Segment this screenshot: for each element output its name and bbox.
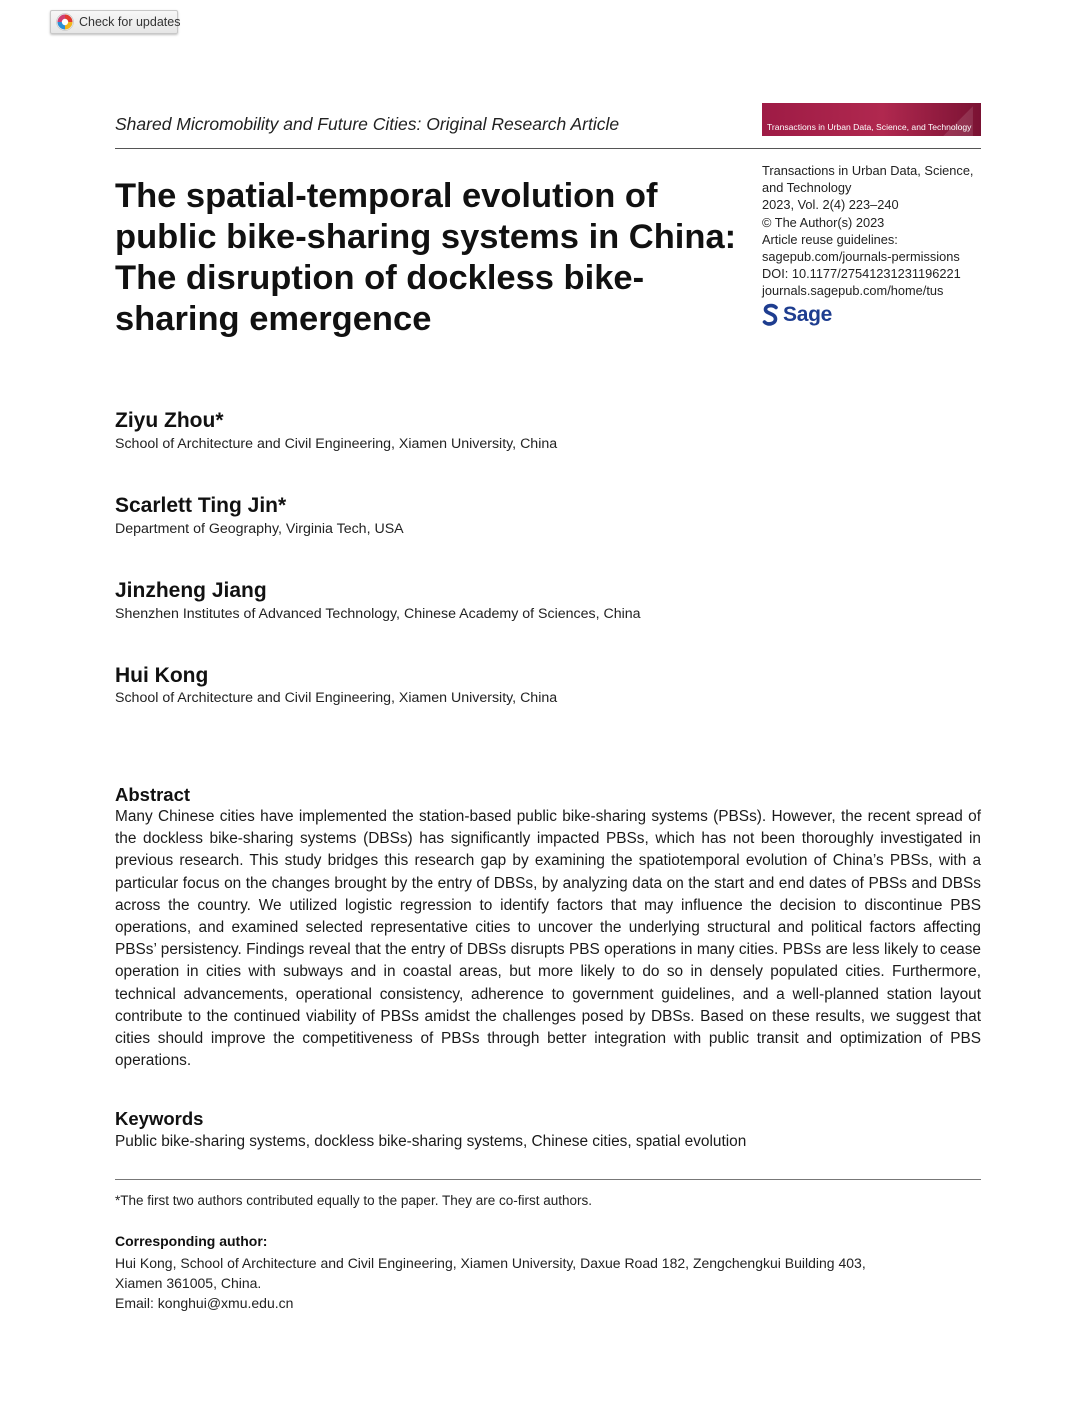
meta-reuse: Article reuse guidelines: xyxy=(762,231,898,247)
footer-divider xyxy=(115,1179,981,1180)
check-for-updates-label: Check for updates xyxy=(79,15,181,29)
journal-banner xyxy=(762,103,981,136)
corresponding-email[interactable]: Email: konghui@xmu.edu.cn xyxy=(115,1295,294,1312)
author-name: Scarlett Ting Jin* xyxy=(115,494,287,517)
check-for-updates-icon xyxy=(56,13,74,31)
corresponding-address-line: Xiamen 361005, China. xyxy=(115,1275,262,1292)
keywords-heading: Keywords xyxy=(115,1108,204,1129)
meta-volume: 2023, Vol. 2(4) 223–240 xyxy=(762,197,899,213)
sage-s-icon xyxy=(762,303,779,327)
author-affiliation: School of Architecture and Civil Engineering, Xiamen University, China xyxy=(115,436,558,452)
section-label: Shared Micromobility and Future Cities: Original Research Article xyxy=(115,114,620,134)
author-affiliation: Shenzhen Institutes of Advanced Technology, Chinese Academy of Sciences, China xyxy=(115,606,641,622)
corresponding-address-line: Hui Kong, School of Architecture and Civil Engineering, Xiamen University, Daxue Road 182, Zengchengkui Building 403, xyxy=(115,1255,866,1271)
author-name: Hui Kong xyxy=(115,664,209,687)
banner-decoration: ◢ xyxy=(942,103,973,136)
co-first-author-footnote: *The first two authors contributed equally to the paper. They are co-first authors. xyxy=(115,1193,593,1208)
abstract-heading: Abstract xyxy=(115,784,191,805)
journal-banner-text: Transactions in Urban Data, Science, and Technology xyxy=(767,122,972,132)
corresponding-author-details xyxy=(115,1253,981,1314)
sage-logo xyxy=(762,303,832,327)
meta-copyright: © The Author(s) 2023 xyxy=(762,214,885,230)
author-name: Jinzheng Jiang xyxy=(115,579,267,602)
sage-logo-text: Sage xyxy=(783,303,832,326)
header-divider xyxy=(115,148,981,149)
corresponding-author-heading: Corresponding author: xyxy=(115,1233,268,1249)
meta-homepage-link[interactable]: journals.sagepub.com/home/tus xyxy=(762,283,944,299)
author-affiliation: School of Architecture and Civil Engineering, Xiamen University, China xyxy=(115,690,558,706)
meta-doi[interactable]: DOI: 10.1177/27541231231196221 xyxy=(762,266,961,282)
author-affiliation: Department of Geography, Virginia Tech, USA xyxy=(115,521,404,537)
journal-meta xyxy=(762,162,987,300)
abstract-body: Many Chinese cities have implemented the station-based public bike-sharing systems (PBSs). However, the recent spread of the dockless bike-sharing systems (DBSs) has significantly impacted PBSs, which has not been thoroughly investigated in previous research. This study bridges this research gap by examining the spatiotemporal evolution of China’s PBSs, with a particular focus on the changes brought by the entry of DBSs, by analyzing data on the start and end dates of PBSs and DBSs across the country. We utilized logistic regression to identify factors that may influence the decision to discontinue PBS operations, and examined selected representative cities to uncover the underlying structural and political factors affecting PBSs’ persistency. Findings reveal that the entry of DBSs disrupts PBS operations in many cities. PBSs are less likely to cease operation in cities with subways and in coastal areas, but more likely to do so in densely populated cities. Furthermore, technical advancements, operational consistency, adherence to government guidelines, and a well-planned station layout contribute to the continued viability of PBSs amidst the challenges posed by DBSs. Based on these results, we suggest that cities should improve the competitiveness of PBSs through better integration with public transit and optimization of PBS operations. xyxy=(115,808,981,1070)
check-for-updates-button[interactable] xyxy=(50,10,181,34)
author-name: Ziyu Zhou* xyxy=(115,409,224,432)
meta-journal: Transactions in Urban Data, Science, and Technology xyxy=(762,163,974,196)
keywords-body: Public bike-sharing systems, dockless bike-sharing systems, Chinese cities, spatial evolution xyxy=(115,1133,747,1150)
meta-permissions-link[interactable]: sagepub.com/journals-permissions xyxy=(762,249,960,265)
article-title: The spatial-temporal evolution of public bike-sharing systems in China: The disruption of dockless bike-sharing emergence xyxy=(115,177,737,338)
